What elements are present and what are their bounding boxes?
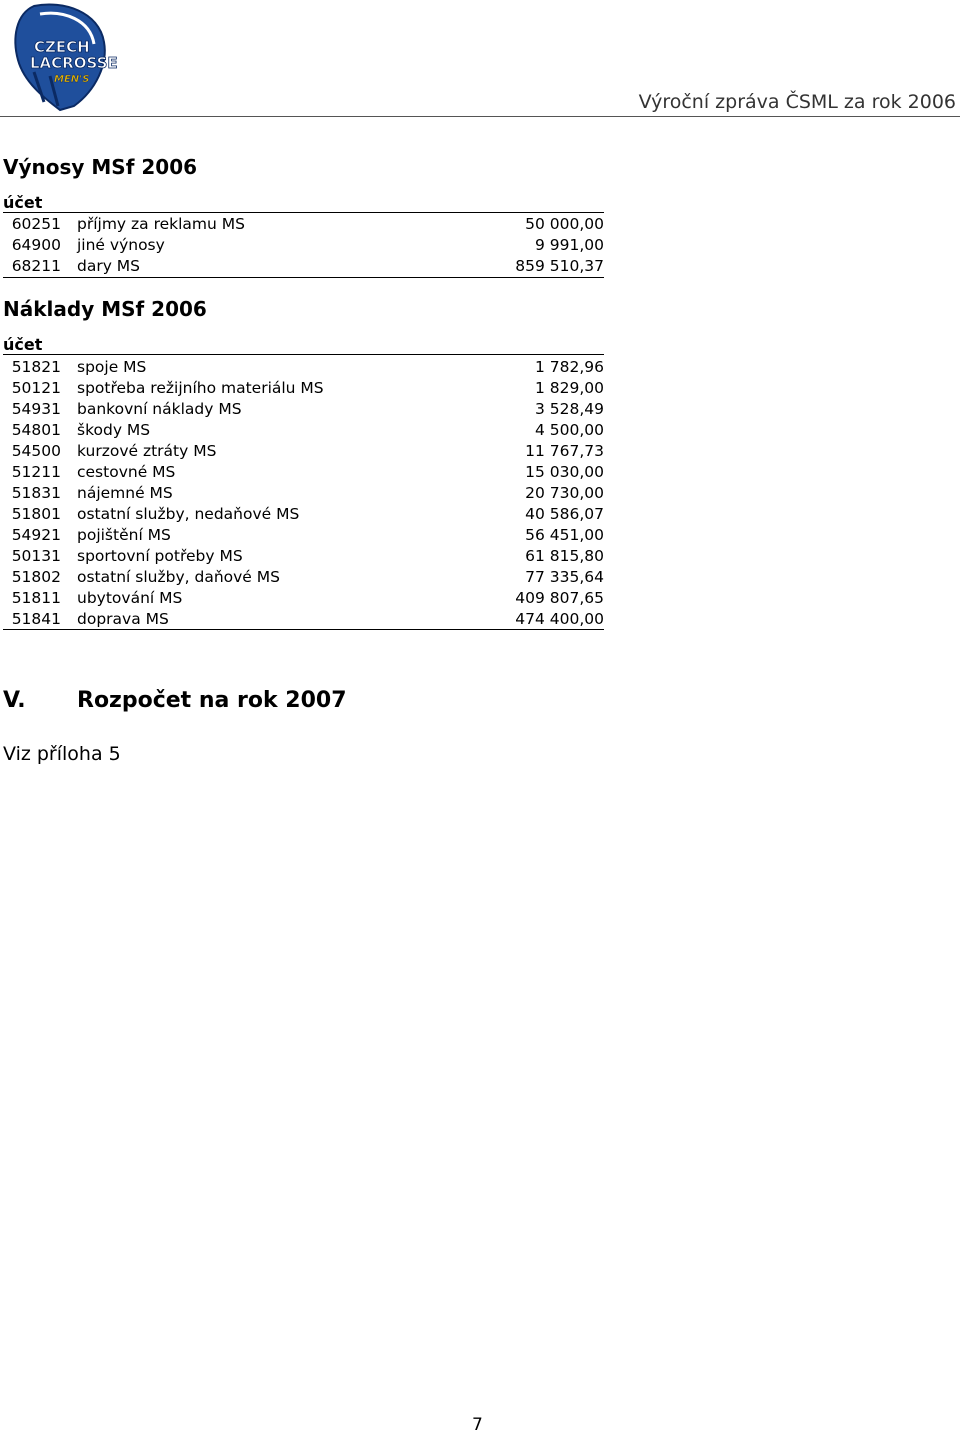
table-row: [0, 462, 604, 483]
table-row: [0, 588, 604, 609]
amount: 409 807,65: [515, 589, 604, 607]
account-name: škody MS: [77, 421, 151, 439]
account-name: příjmy za reklamu MS: [77, 215, 245, 233]
report-title: Výroční zpráva ČSML za rok 2006: [638, 91, 956, 113]
table-row: [0, 567, 604, 588]
amount: 3 528,49: [534, 400, 604, 418]
table-row: [0, 235, 604, 256]
table-row: [0, 399, 604, 420]
account-number: 54921: [11, 526, 61, 544]
revenues-table: [0, 214, 604, 277]
amount: 4 500,00: [534, 421, 604, 439]
account-name: sportovní potřeby MS: [77, 547, 243, 565]
revenues-title: Výnosy MSf 2006: [3, 155, 198, 179]
logo-line1: CZECH: [34, 38, 90, 56]
account-number: 51801: [11, 505, 61, 523]
amount: 9 991,00: [534, 236, 604, 254]
account-number: 50131: [11, 547, 61, 565]
amount: 50 000,00: [525, 215, 604, 233]
amount: 15 030,00: [525, 463, 604, 481]
account-name: spotřeba režijního materiálu MS: [77, 379, 324, 397]
account-number: 50121: [11, 379, 61, 397]
account-name: cestovné MS: [77, 463, 176, 481]
amount: 77 335,64: [525, 568, 604, 586]
table-row: [0, 441, 604, 462]
revenues-bottom-rule: [3, 277, 604, 278]
amount: 11 767,73: [525, 442, 604, 460]
amount: 1 782,96: [534, 358, 604, 376]
amount: 1 829,00: [534, 379, 604, 397]
amount: 474 400,00: [515, 610, 604, 628]
table-row: [0, 483, 604, 504]
table-row: [0, 609, 604, 630]
account-number: 68211: [11, 257, 61, 275]
amount: 859 510,37: [515, 257, 604, 275]
account-name: jiné výnosy: [77, 236, 165, 254]
account-number: 51211: [11, 463, 61, 481]
amount: 40 586,07: [525, 505, 604, 523]
table-row: [0, 504, 604, 525]
account-number: 54801: [11, 421, 61, 439]
account-number: 51802: [11, 568, 61, 586]
table-row: [0, 214, 604, 235]
amount: 56 451,00: [525, 526, 604, 544]
amount: 61 815,80: [525, 547, 604, 565]
account-name: ostatní služby, nedaňové MS: [77, 505, 300, 523]
account-number: 51821: [11, 358, 61, 376]
account-number: 54500: [11, 442, 61, 460]
logo-line3: MEN'S: [54, 74, 90, 85]
account-number: 51831: [11, 484, 61, 502]
header-divider: [0, 116, 960, 117]
amount: 20 730,00: [525, 484, 604, 502]
account-name: ubytování MS: [77, 589, 183, 607]
table-row: [0, 525, 604, 546]
account-number: 51841: [11, 610, 61, 628]
table-row: [0, 378, 604, 399]
account-number: 54931: [11, 400, 61, 418]
table-row: [0, 256, 604, 277]
account-name: pojištění MS: [77, 526, 171, 544]
costs-column-label: účet: [3, 335, 43, 354]
account-number: 64900: [11, 236, 61, 254]
table-row: [0, 420, 604, 441]
account-number: 60251: [11, 215, 61, 233]
costs-title: Náklady MSf 2006: [3, 297, 207, 321]
lacrosse-helmet-icon: [4, 2, 134, 114]
revenues-column-label: účet: [3, 193, 43, 212]
table-row: [0, 546, 604, 567]
account-name: doprava MS: [77, 610, 169, 628]
budget-title: Rozpočet na rok 2007: [77, 688, 347, 713]
section-number: V.: [3, 688, 26, 713]
account-name: nájemné MS: [77, 484, 173, 502]
account-name: ostatní služby, daňové MS: [77, 568, 280, 586]
czech-lacrosse-logo: [4, 2, 134, 114]
costs-top-rule: [3, 354, 604, 355]
table-row: [0, 357, 604, 378]
revenues-top-rule: [3, 212, 604, 213]
account-name: spoje MS: [77, 358, 147, 376]
costs-table: [0, 357, 604, 630]
account-name: bankovní náklady MS: [77, 400, 242, 418]
account-name: dary MS: [77, 257, 141, 275]
budget-note: Viz příloha 5: [3, 743, 121, 765]
page-number: 7: [472, 1415, 483, 1435]
account-number: 51811: [11, 589, 61, 607]
logo-line2: LACROSSE: [30, 54, 118, 72]
costs-bottom-rule: [3, 629, 604, 630]
account-name: kurzové ztráty MS: [77, 442, 217, 460]
